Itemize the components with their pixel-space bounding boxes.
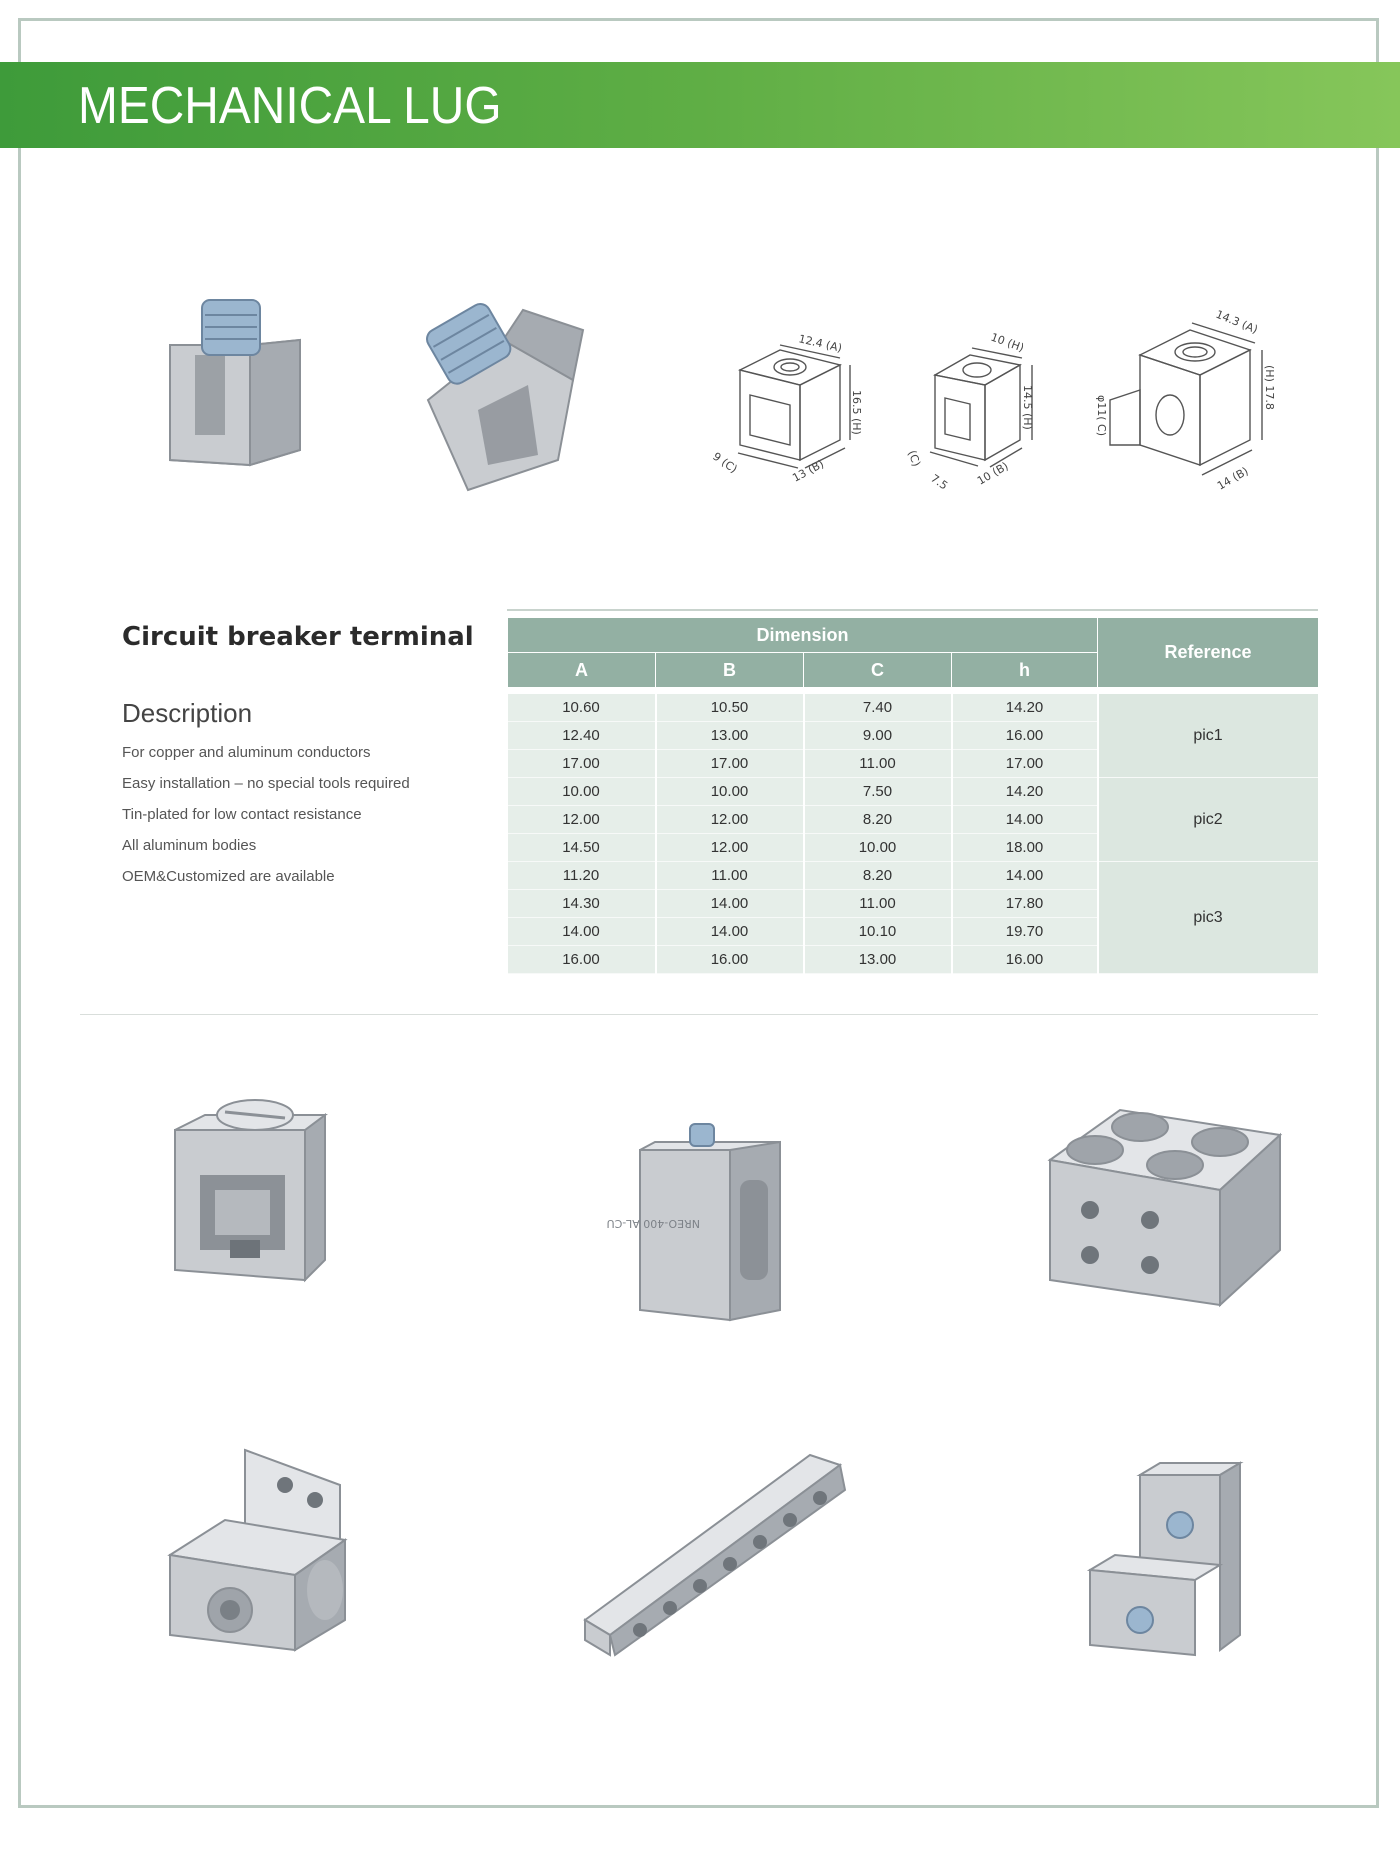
drawing-pic1: [700, 320, 870, 490]
table-row: [508, 862, 1319, 890]
description-item: OEM&Customized are available: [122, 868, 335, 885]
table-cell: 14.00: [952, 806, 1098, 834]
table-cell: 13.00: [656, 722, 804, 750]
table-cell: 12.00: [656, 834, 804, 862]
reference-cell: pic3: [1098, 862, 1319, 974]
table-cell: 8.20: [804, 862, 952, 890]
table-cell: 14.20: [952, 694, 1098, 722]
table-cell: 14.00: [656, 890, 804, 918]
reference-cell: pic2: [1098, 778, 1319, 862]
table-cell: 11.20: [508, 862, 656, 890]
lug-photo-engraved: [606, 1120, 790, 1330]
column-header-c: C: [804, 653, 952, 688]
description-item: Tin-plated for low contact resistance: [122, 806, 362, 823]
description-item: All aluminum bodies: [122, 837, 257, 854]
drawing-label: (C): [905, 448, 923, 469]
table-cell: 16.00: [656, 946, 804, 974]
table-cell: 10.50: [656, 694, 804, 722]
drawing-label: (H) 17.8: [1263, 365, 1276, 410]
reference-header: Reference: [1098, 618, 1319, 688]
engraving-text: NREO-400 AL-CU: [606, 1217, 700, 1230]
table-cell: 14.50: [508, 834, 656, 862]
title-banner: [0, 62, 1400, 148]
table-cell: 9.00: [804, 722, 952, 750]
table-cell: 14.00: [952, 862, 1098, 890]
table-cell: 12.00: [508, 806, 656, 834]
table-cell: 18.00: [952, 834, 1098, 862]
description-heading: Description: [122, 698, 253, 728]
column-header-b: B: [656, 653, 804, 688]
table-cell: 16.00: [952, 946, 1098, 974]
table-cell: 10.00: [656, 778, 804, 806]
dimension-table: [507, 617, 1320, 974]
lug-photo-angled: [408, 290, 588, 500]
drawing-label: 10 (B): [975, 459, 1011, 488]
column-header-h: h: [952, 653, 1098, 688]
drawing-label: 14 (B): [1215, 464, 1251, 493]
drawing-label: 12.4 (A): [797, 332, 844, 355]
drawing-label: 9 (C): [710, 449, 740, 476]
table-top-rule: [507, 609, 1318, 611]
dimension-header: Dimension: [508, 618, 1098, 653]
table-cell: 14.00: [508, 918, 656, 946]
table-cell: 14.20: [952, 778, 1098, 806]
drawing-label: 10 (H): [988, 330, 1026, 355]
table-cell: 12.00: [656, 806, 804, 834]
table-cell: 16.00: [508, 946, 656, 974]
drawing-label: 14.3 (A): [1213, 307, 1260, 337]
lug-photo-strip: [580, 1440, 850, 1660]
lug-photo-multi-port: [1040, 1100, 1290, 1310]
drawing-pic2: [900, 320, 1050, 493]
reference-cell: pic1: [1098, 694, 1319, 778]
table-cell: 10.00: [804, 834, 952, 862]
drawing-label: φ11( C): [1095, 395, 1108, 437]
drawing-pic3: [1090, 305, 1300, 495]
table-cell: 7.50: [804, 778, 952, 806]
table-row: [508, 778, 1319, 806]
description-item: Easy installation – no special tools required: [122, 775, 410, 792]
drawing-label: 13 (B): [790, 457, 827, 485]
description-list: [122, 743, 410, 898]
table-cell: 8.20: [804, 806, 952, 834]
table-cell: 17.00: [656, 750, 804, 778]
table-cell: 10.60: [508, 694, 656, 722]
table-row: [508, 694, 1319, 722]
lug-photo-stepped: [1085, 1455, 1255, 1665]
table-cell: 7.40: [804, 694, 952, 722]
description-item: For copper and aluminum conductors: [122, 744, 371, 761]
table-cell: 11.00: [804, 750, 952, 778]
table-cell: 11.00: [656, 862, 804, 890]
table-cell: 17.80: [952, 890, 1098, 918]
lug-photo-tab-mount: [165, 1445, 365, 1655]
section-title: Circuit breaker terminal: [122, 622, 474, 652]
table-cell: 13.00: [804, 946, 952, 974]
drawing-label: 14.5 (H): [1021, 385, 1034, 430]
drawing-label: 7.5: [928, 471, 951, 493]
table-cell: 16.00: [952, 722, 1098, 750]
table-cell: 14.00: [656, 918, 804, 946]
table-cell: 10.00: [508, 778, 656, 806]
table-cell: 17.00: [952, 750, 1098, 778]
table-cell: 10.10: [804, 918, 952, 946]
lug-photo-square: [160, 295, 310, 495]
column-header-a: A: [508, 653, 656, 688]
table-cell: 11.00: [804, 890, 952, 918]
section-divider: [80, 1014, 1318, 1015]
table-cell: 19.70: [952, 918, 1098, 946]
table-cell: 14.30: [508, 890, 656, 918]
table-cell: 17.00: [508, 750, 656, 778]
drawing-label: 16.5 (H): [850, 390, 863, 435]
lug-photo-window: [165, 1090, 335, 1290]
page-title: MECHANICAL LUG: [78, 77, 502, 135]
table-cell: 12.40: [508, 722, 656, 750]
